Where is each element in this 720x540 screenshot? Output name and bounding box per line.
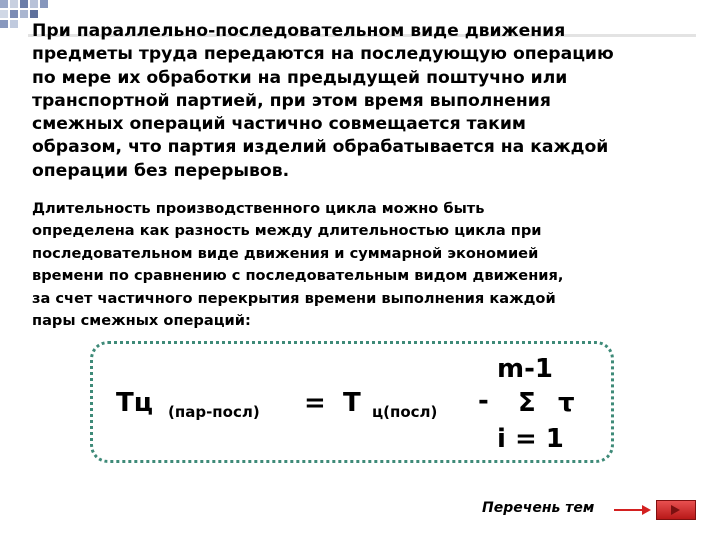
formula-minus-sign: - (478, 386, 489, 416)
formula-t-symbol: Т (343, 388, 361, 418)
formula-upper-limit: m-1 (497, 354, 553, 384)
text-line: транспортной партией, при этом время выполнения (32, 90, 551, 111)
formula-lhs-symbol: Тц (116, 388, 154, 418)
text-line: смежных операций частично совмещается таким (32, 114, 526, 135)
paragraph-cycle-duration (32, 198, 712, 332)
play-triangle-icon (671, 505, 680, 515)
text-line: Длительность производственного цикла можно быть (32, 200, 485, 217)
text-line: времени по сравнению с последовательным видом движения, (32, 267, 564, 285)
formula-t-subscript: ц(посл) (372, 403, 438, 421)
text-line: пары смежных операций: (32, 312, 251, 330)
arrow-head (642, 505, 651, 515)
formula-lower-limit: i = 1 (497, 424, 564, 454)
formula-sum-sign: Σ (518, 388, 536, 418)
right-arrow-icon (614, 509, 644, 511)
paragraph-definition (32, 20, 712, 183)
text-line: операции без перерывов. (32, 160, 290, 181)
text-line: по мере их обработки на предыдущей поштучно или (32, 67, 568, 88)
text-line: последовательном виде движения и суммарной экономией (32, 244, 539, 262)
topics-list-link[interactable]: Перечень тем (482, 500, 595, 516)
text-line: При параллельно-последовательном виде движения (32, 21, 566, 41)
formula-equals-sign: = (304, 388, 326, 418)
text-line: за счет частичного перекрытия времени выполнения каждой (32, 289, 556, 307)
text-line: предметы труда передаются на последующую операцию (32, 44, 614, 65)
formula-summand: τ (558, 388, 575, 418)
text-line: определена как разность между длительностью цикла при (32, 222, 542, 240)
next-slide-button[interactable] (656, 500, 696, 520)
formula-lhs-subscript: (пар-посл) (168, 403, 260, 421)
text-line: образом, что партия изделий обрабатывается на каждой (32, 137, 609, 158)
